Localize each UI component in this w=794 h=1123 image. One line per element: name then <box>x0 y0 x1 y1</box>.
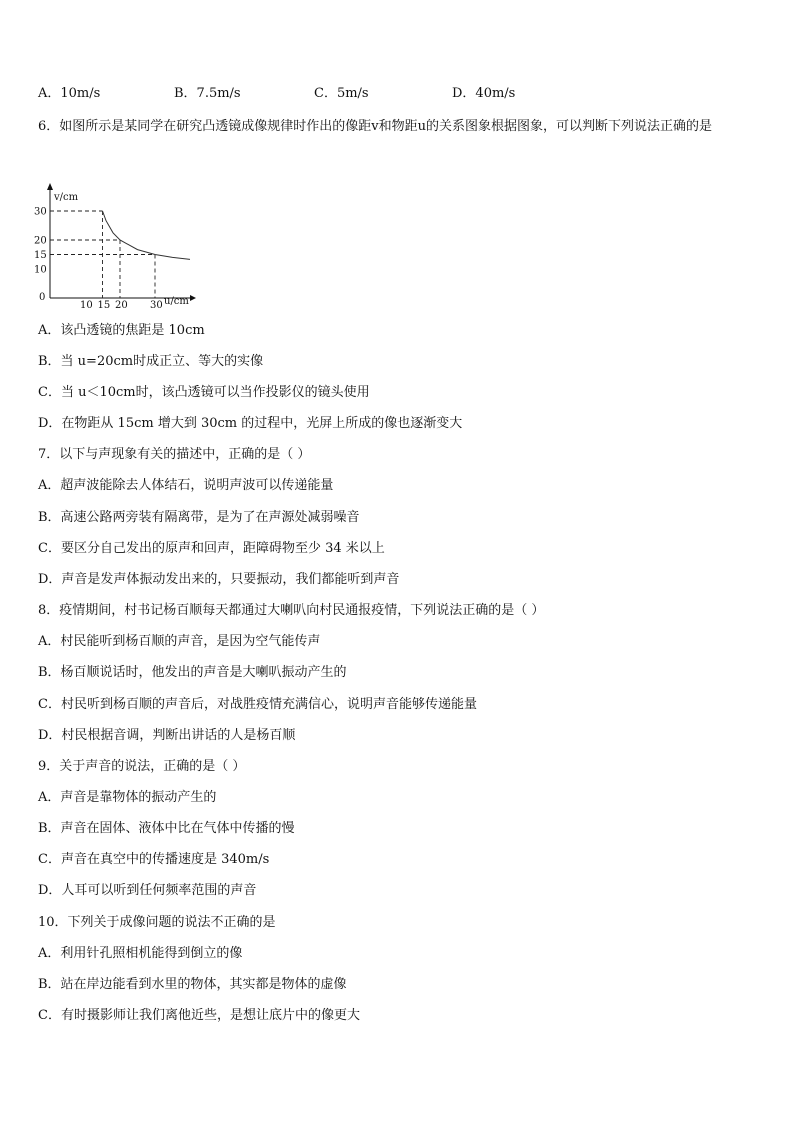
q10-option-b: B．站在岸边能看到水里的物体，其实都是物体的虚像 <box>38 977 347 992</box>
q6-option-d: D．在物距从 15cm 增大到 30cm 的过程中，光屏上所成的像也逐渐变大 <box>38 416 463 431</box>
q5-options <box>38 82 758 100</box>
q7-option-b: B．高速公路两旁装有隔离带，是为了在声源处减弱噪音 <box>38 510 360 525</box>
x-axis-arrow <box>190 295 196 301</box>
q8-option-c: C．村民听到杨百顺的声音后，对战胜疫情充满信心，说明声音能够传递能量 <box>38 697 477 712</box>
q5-option-b: B．7.5m/s <box>174 86 241 101</box>
q9-option-c: C．声音在真空中的传播速度是 340m/s <box>38 852 270 867</box>
v-u-curve <box>103 211 191 259</box>
x-axis-label: u/cm <box>164 296 189 307</box>
q6-option-b: B．当 u=20cm时成正立、等大的实像 <box>38 354 264 369</box>
q9-option-d: D．人耳可以听到任何频率范围的声音 <box>38 883 257 898</box>
x-tick-label: 15 <box>97 300 111 311</box>
q8-option-a: A．村民能听到杨百顺的声音，是因为空气能传声 <box>38 634 321 649</box>
q9-option-a: A．声音是靠物体的振动产生的 <box>38 790 217 805</box>
y-axis-arrow <box>47 183 53 190</box>
q6-stem: 6．如图所示是某同学在研究凸透镜成像规律时作出的像距v和物距u的关系图象根据图象，可以判断下列说法正确的是 <box>38 119 712 134</box>
q5-option-d: D．40m/s <box>452 86 516 101</box>
q9-option-b: B．声音在固体、液体中比在气体中传播的慢 <box>38 821 295 836</box>
q10-option-a: A．利用针孔照相机能得到倒立的像 <box>38 946 243 961</box>
x-tick-label: 30 <box>150 300 163 311</box>
x-tick-label: 20 <box>115 300 128 311</box>
q7-option-a: A．超声波能除去人体结石，说明声波可以传递能量 <box>38 478 334 493</box>
y-tick-label: 10 <box>34 264 47 276</box>
q5-option-a: A．10m/s <box>38 86 101 101</box>
q10-stem: 10．下列关于成像问题的说法不正确的是 <box>38 915 276 930</box>
q9-stem: 9．关于声音的说法，正确的是（ ） <box>38 759 246 774</box>
y-tick-label: 20 <box>34 235 47 247</box>
q7-option-c: C．要区分自己发出的原声和回声，距障碍物至少 34 米以上 <box>38 541 385 556</box>
q10-option-c: C．有时摄影师让我们离他近些，是想让底片中的像更大 <box>38 1008 360 1023</box>
q8-stem: 8．疫情期间，村书记杨百顺每天都通过大喇叭向村民通报疫情，下列说法正确的是（ ） <box>38 603 545 618</box>
q6-option-a: A．该凸透镜的焦距是 10cm <box>38 323 205 338</box>
y-tick-label: 15 <box>34 250 47 261</box>
y-axis-label: v/cm <box>54 192 79 203</box>
x-tick-label: 10 <box>80 300 93 311</box>
q7-option-d: D．声音是发声体振动发出来的，只要振动，我们都能听到声音 <box>38 572 400 587</box>
q5-option-c: C．5m/s <box>314 86 369 101</box>
q8-option-d: D．村民根据音调，判断出讲话的人是杨百顺 <box>38 728 296 743</box>
v-u-graph <box>32 172 200 312</box>
q8-option-b: B．杨百顺说话时，他发出的声音是大喇叭振动产生的 <box>38 665 347 680</box>
q7-stem: 7．以下与声现象有关的描述中，正确的是（ ） <box>38 447 311 462</box>
origin-label: 0 <box>39 292 46 303</box>
y-tick-label: 30 <box>34 206 47 218</box>
q6-option-c: C．当 u＜10cm时，该凸透镜可以当作投影仪的镜头使用 <box>38 385 370 400</box>
